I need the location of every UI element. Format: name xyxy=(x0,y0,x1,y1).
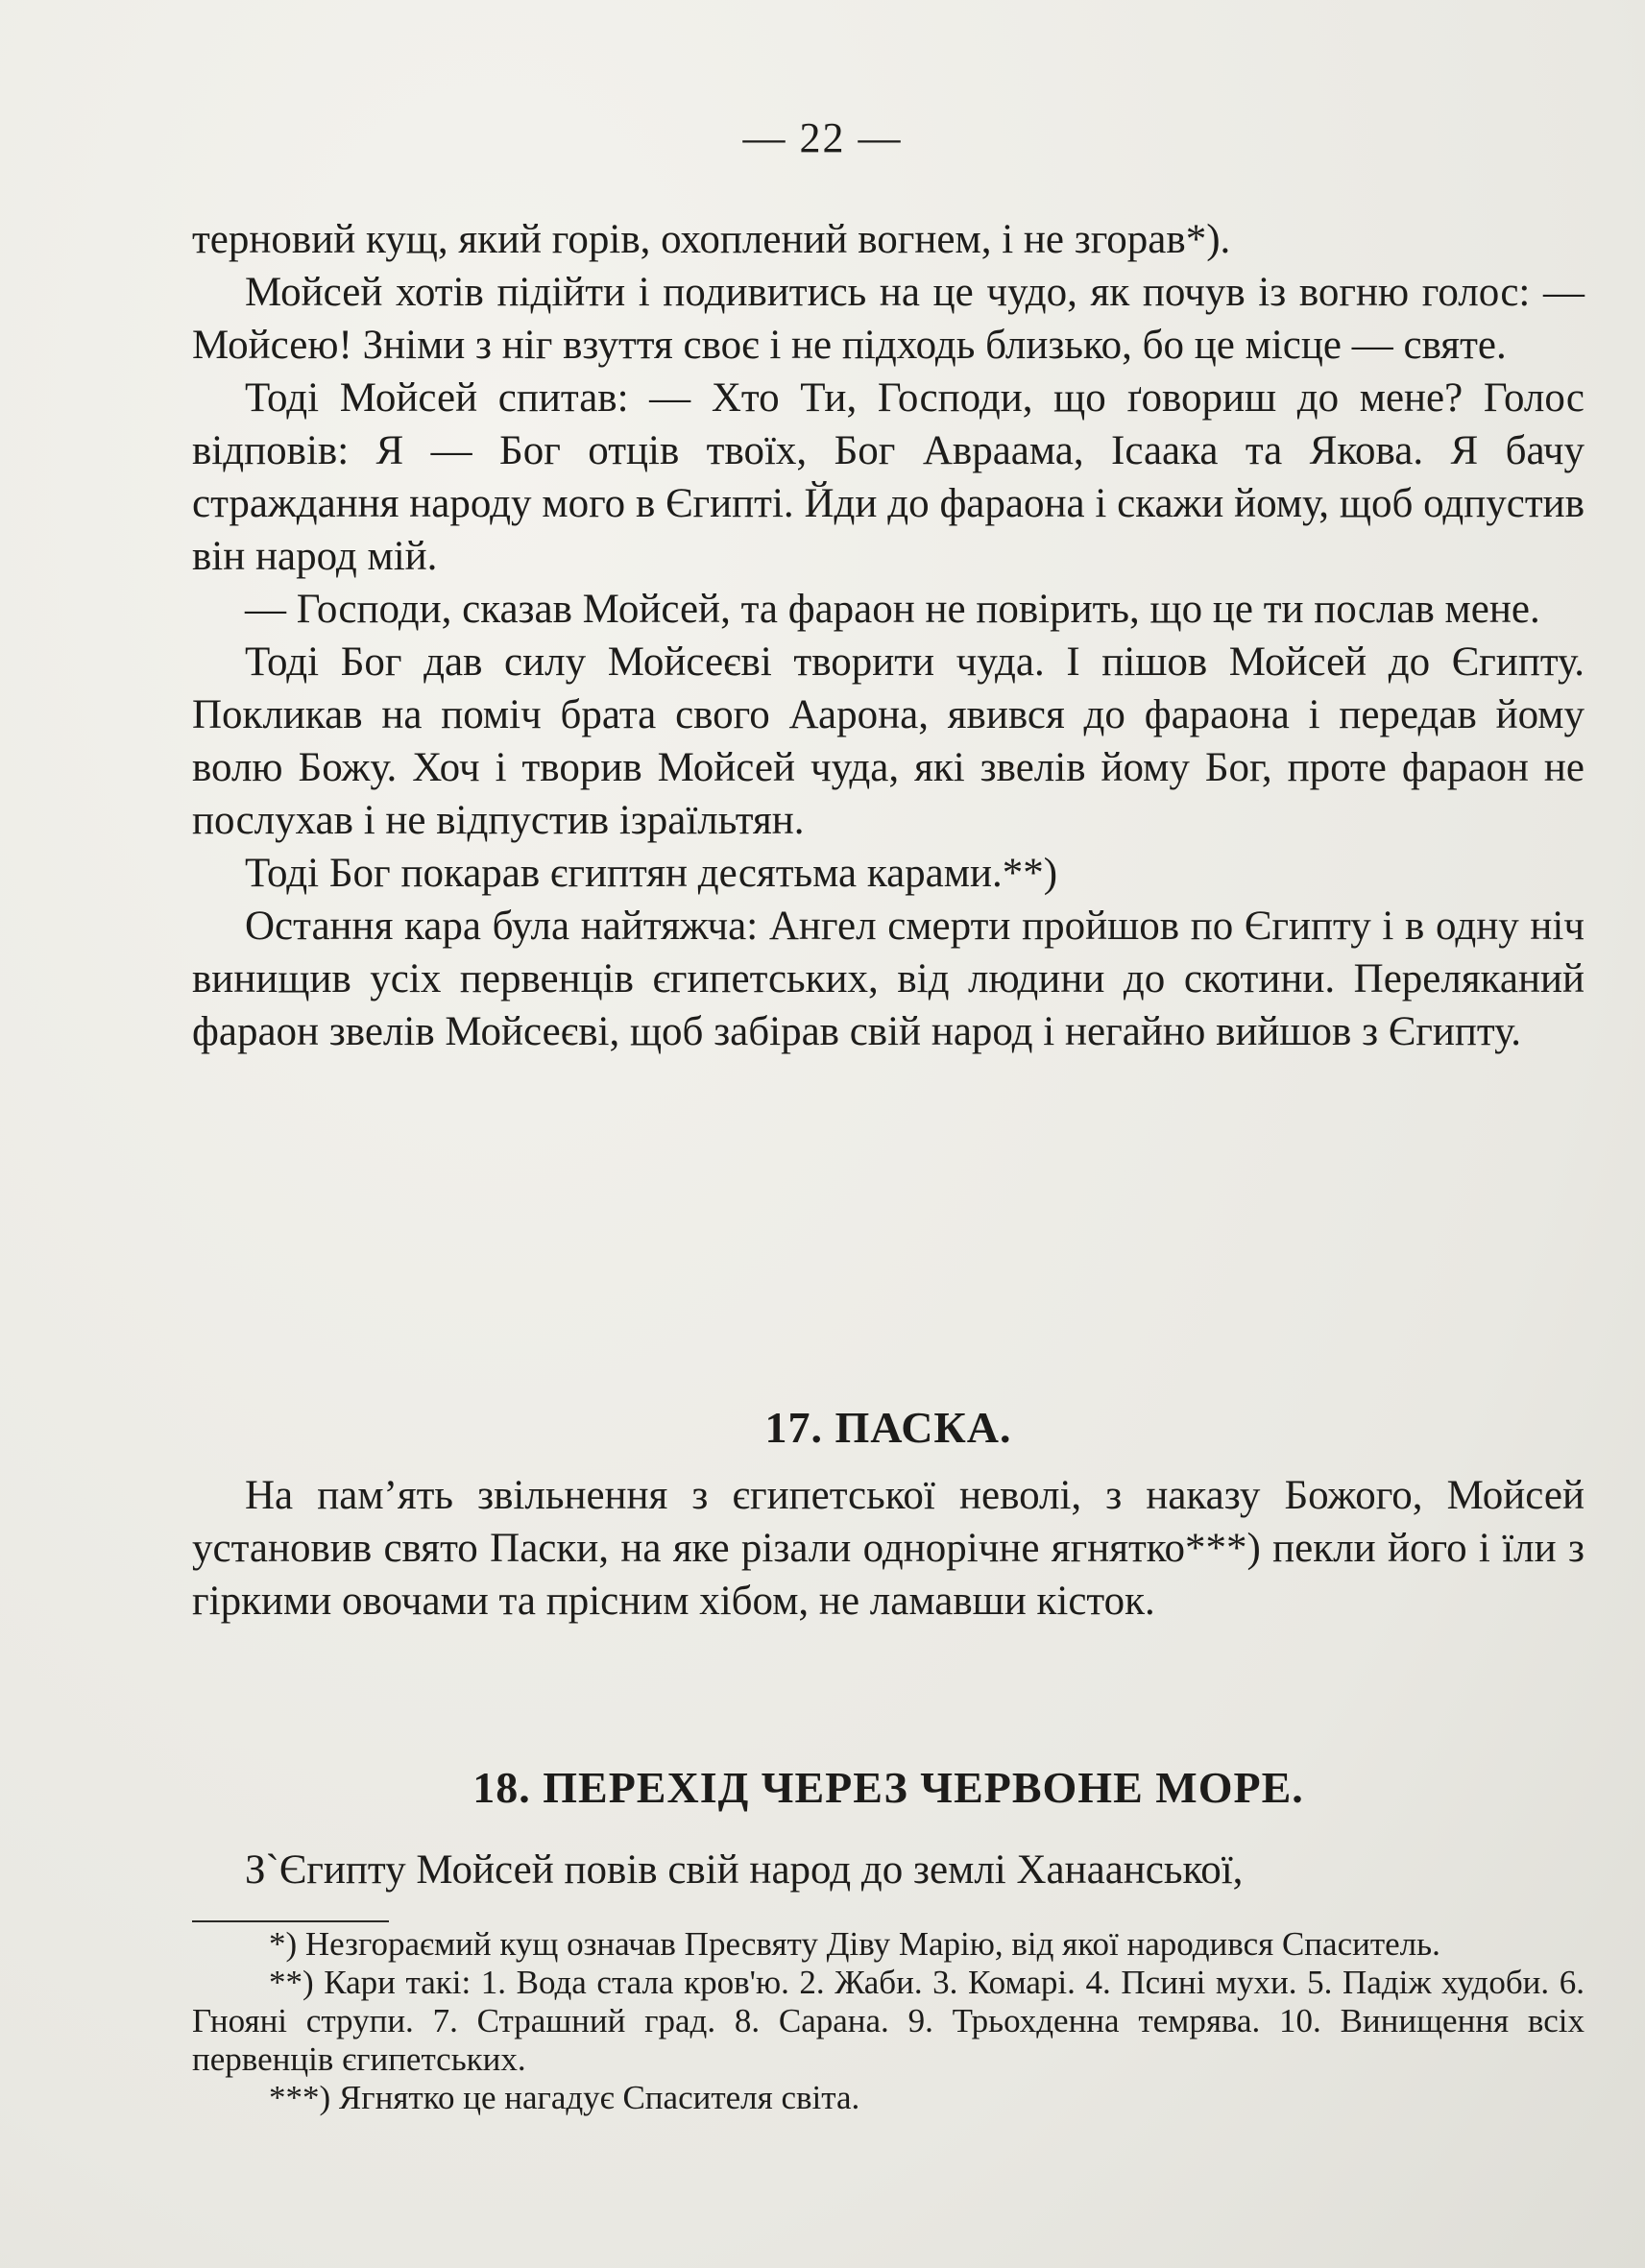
footnote-divider xyxy=(192,1920,389,1922)
footnote: *) Незгораємий кущ означав Пресвяту Діву Марію, від якої народився Спаситель. xyxy=(269,1925,1440,1963)
footnote: **) Кари такі: 1. Вода стала кров'ю. 2. Жаби. 3. Комарі. 4. Псині мухи. 5. Падіж худоби. 6. Гнояні струпи. 7. Страшний град. 8. Сарана. 9. Трьохденна темрява. 10. Винищення всіх первенців єгипетських. xyxy=(192,1964,1585,2078)
paragraph: Тоді Бог покарав єгиптян десятьма карами.**) xyxy=(245,851,1058,896)
paragraph: Тоді Мойсей спитав: — Хто Ти, Господи, що ґовориш до мене? Голос відповів: Я — Бог отців твоїх, Бог Авраама, Ісаака та Якова. Я бачу страждання народу мого в Єгипті. Йди до фараона і скажи йому, щоб одпустив він народ мій. xyxy=(192,375,1585,579)
paragraph: Тоді Бог дав силу Мойсеєві творити чуда. І пішов Мойсей до Єгипту. Покликав на поміч брата свого Аарона, явився до фараона і передав йому волю Божу. Хоч і творив Мойсей чуда, які звелів йому Бог, проте фараон не послухав і не відпустив ізраїльтян. xyxy=(192,639,1585,843)
footnotes xyxy=(192,1925,1585,2117)
main-text xyxy=(192,213,1585,1058)
section-text xyxy=(192,1844,1585,1896)
paragraph: терновий кущ, який горів, охоплений вогнем, і не згорав*). xyxy=(192,217,1231,262)
paragraph: — Господи, сказав Мойсей, та фараон не повірить, що це ти послав мене. xyxy=(245,587,1540,632)
section-heading: 18. ПЕРЕХІД ЧЕРЕЗ ЧЕРВОНЕ МОРЕ. xyxy=(472,1763,1304,1812)
footnote: ***) Ягнятко це нагадує Спасителя світа. xyxy=(269,2079,860,2116)
page-number: — 22 — xyxy=(742,114,903,161)
paragraph: Мойсей хотів підійти і подивитись на це чудо, як почув із вогню голос: — Мойсею! Зніми з ніг взуття своє і не підходь близько, бо це місце — святе. xyxy=(192,270,1585,368)
section-text xyxy=(192,1469,1585,1628)
section-heading: 17. ПАСКА. xyxy=(764,1403,1012,1452)
paragraph: На пам’ять звільнення з єгипетської неволі, з наказу Божого, Мойсей установив свято Паски, на яке різали однорічне ягнятко***) пекли його і їли з гіркими овочами та прісним хібом, не ламавши кісток. xyxy=(192,1473,1585,1624)
paragraph: Остання кара була найтяжча: Ангел смерти пройшов по Єгипту і в одну ніч винищив усіх первенців єгипетських, від людини до скотини. Переляканий фараон звелів Мойсеєві, щоб забірав свій народ і негайно вийшов з Єгипту. xyxy=(192,904,1585,1054)
paragraph: З`Єгипту Мойсей повів свій народ до землі Ханаанської, xyxy=(245,1847,1244,1893)
